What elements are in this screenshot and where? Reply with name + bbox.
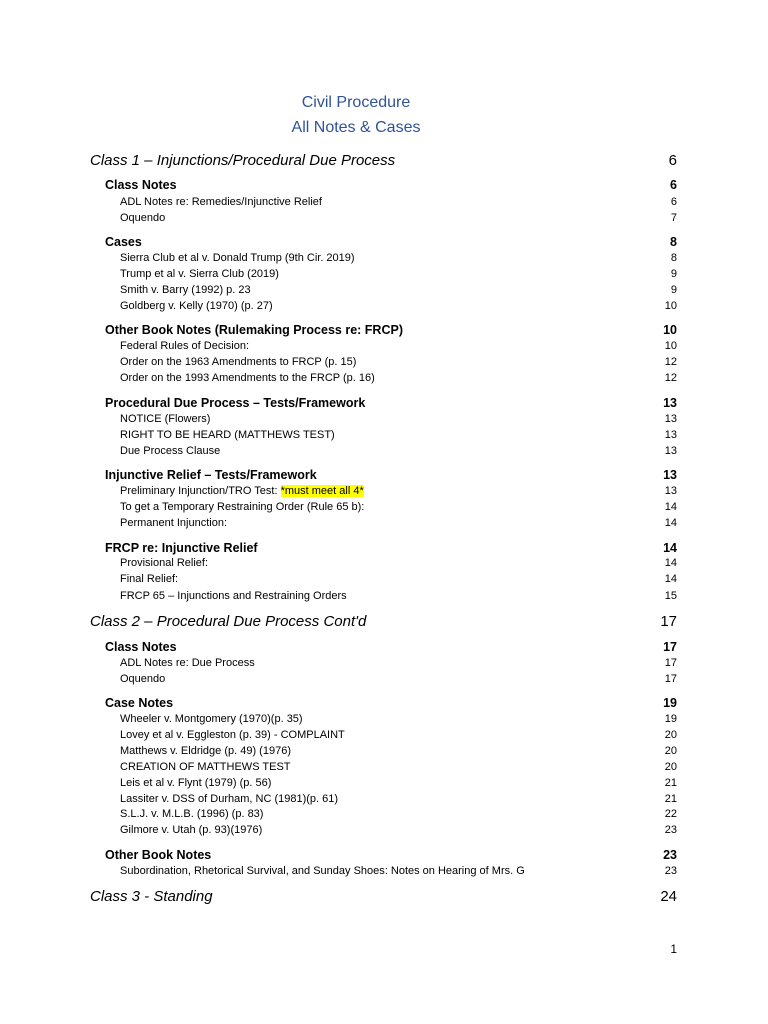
- toc-entry-class: [0, 888, 768, 908]
- toc-entry-label: Federal Rules of Decision:: [120, 340, 250, 352]
- toc-entry-page: 9: [670, 284, 677, 296]
- toc-entry-page: 14: [664, 557, 677, 569]
- toc-entry-label: Injunctive Relief – Tests/Framework: [105, 468, 317, 482]
- toc-entry-label: Class Notes: [105, 178, 177, 192]
- toc-entry-label: Sierra Club et al v. Donald Trump (9th Cir. 2019): [120, 252, 355, 264]
- toc-entry-label: RIGHT TO BE HEARD (MATTHEWS TEST): [120, 429, 335, 441]
- toc-entry-label: ADL Notes re: Due Process: [120, 657, 255, 669]
- toc-entry-page: 10: [664, 340, 677, 352]
- toc-entry-page: 12: [664, 356, 677, 368]
- toc-entry-class: [0, 613, 768, 633]
- toc-entry-label: Case Notes: [105, 696, 174, 710]
- toc-entry-page: 6: [670, 178, 677, 192]
- toc-entry-page: 23: [663, 848, 677, 862]
- toc-entry-label: Order on the 1963 Amendments to FRCP (p. 15): [120, 356, 357, 368]
- toc-entry-label: Class 2 – Procedural Due Process Cont'd: [90, 613, 367, 630]
- toc-entry-page: 17: [660, 613, 677, 630]
- toc-entry-label: To get a Temporary Restraining Order (Rule 65 b):: [120, 501, 365, 513]
- toc-entry-page: 7: [670, 212, 677, 224]
- toc-entry-label: Lassiter v. DSS of Durham, NC (1981)(p. 61): [120, 793, 339, 805]
- toc-entry-page: 13: [664, 429, 677, 441]
- toc-entry-label: Class 1 – Injunctions/Procedural Due Process: [90, 152, 396, 169]
- toc-entry-page: 13: [664, 413, 677, 425]
- toc-entry-item: [0, 445, 768, 465]
- toc-entry-label: Other Book Notes (Rulemaking Process re: FRCP): [105, 323, 403, 337]
- toc-entry-label: Matthews v. Eldridge (p. 49) (1976): [120, 745, 291, 757]
- toc-entry-label: Order on the 1993 Amendments to the FRCP (p. 16): [120, 372, 375, 384]
- toc-entry-label: CREATION OF MATTHEWS TEST: [120, 761, 291, 773]
- toc-entry-label: NOTICE (Flowers): [120, 413, 211, 425]
- toc-entry-page: 20: [664, 729, 677, 741]
- toc-entry-class: [0, 152, 768, 172]
- toc-entry-label: Trump et al v. Sierra Club (2019): [120, 268, 279, 280]
- toc-entry-page: 9: [670, 268, 677, 280]
- toc-entry-label: Leis et al v. Flynt (1979) (p. 56): [120, 777, 272, 789]
- toc-entry-page: 20: [664, 761, 677, 773]
- toc-entry-label: S.L.J. v. M.L.B. (1996) (p. 83): [120, 808, 264, 820]
- toc-entry-page: 21: [664, 777, 677, 789]
- toc-entry-page: 17: [664, 657, 677, 669]
- toc-entry-page: 10: [664, 300, 677, 312]
- toc-entry-section: [0, 178, 768, 198]
- toc-entry-page: 22: [664, 808, 677, 820]
- toc-entry-page: 8: [670, 235, 677, 249]
- toc-entry-label: Permanent Injunction:: [120, 517, 228, 529]
- toc-entry-label: Final Relief:: [120, 573, 179, 585]
- toc-entry-page: 13: [664, 485, 677, 497]
- toc-entry-label: Due Process Clause: [120, 445, 221, 457]
- toc-entry-page: 23: [664, 824, 677, 836]
- toc-entry-page: 15: [664, 590, 677, 602]
- toc-entry-item: [0, 212, 768, 232]
- toc-entry-page: 12: [664, 372, 677, 384]
- toc-entry-label: Oquendo: [120, 212, 166, 224]
- toc-entry-page: 19: [663, 696, 677, 710]
- toc-entry-label: Lovey et al v. Eggleston (p. 39) - COMPLAINT: [120, 729, 345, 741]
- toc-entry-label: FRCP 65 – Injunctions and Restraining Orders: [120, 590, 347, 602]
- toc-entry-page: 14: [664, 573, 677, 585]
- toc-entry-item: [0, 517, 768, 537]
- toc-entry-label: Goldberg v. Kelly (1970) (p. 27): [120, 300, 273, 312]
- toc-entry-page: 19: [664, 713, 677, 725]
- toc-entry-label: Gilmore v. Utah (p. 93)(1976): [120, 824, 263, 836]
- document-title: Civil Procedure: [301, 94, 411, 111]
- toc-entry-label: [120, 485, 364, 497]
- toc-entry-label: Provisional Relief:: [120, 557, 209, 569]
- toc-entry-label: Oquendo: [120, 673, 166, 685]
- toc-entry-label: FRCP re: Injunctive Relief: [105, 541, 258, 555]
- toc-entry-page: 24: [660, 888, 677, 905]
- toc-entry-page: 14: [664, 501, 677, 513]
- toc-entry-label: Procedural Due Process – Tests/Framework: [105, 396, 366, 410]
- toc-entry-page: 13: [663, 468, 677, 482]
- toc-entry-page: 6: [670, 196, 677, 208]
- toc-entry-page: 6: [668, 152, 677, 169]
- toc-entry-label: Class Notes: [105, 640, 177, 654]
- toc-entry-page: 13: [664, 445, 677, 457]
- toc-entry-label: Subordination, Rhetorical Survival, and Sunday Shoes: Notes on Hearing of Mrs. G: [120, 865, 525, 877]
- toc-entry-label: Other Book Notes: [105, 848, 212, 862]
- toc-entry-label: Wheeler v. Montgomery (1970)(p. 35): [120, 713, 303, 725]
- toc-entry-page: 13: [663, 396, 677, 410]
- toc-entry-page: 14: [664, 517, 677, 529]
- toc-entry-label: Class 3 - Standing: [90, 888, 213, 905]
- toc-entry-label-text: Preliminary Injunction/TRO Test:: [120, 485, 281, 497]
- toc-entry-item: [0, 300, 768, 320]
- toc-entry-item: [0, 372, 768, 392]
- toc-entry-page: 17: [664, 673, 677, 685]
- toc-entry-page: 21: [664, 793, 677, 805]
- toc-entry-page: 23: [664, 865, 677, 877]
- page-number: 1: [670, 942, 677, 956]
- toc-entry-page: 10: [663, 323, 677, 337]
- toc-entry-item: [0, 865, 768, 885]
- toc-entry-page: 14: [663, 541, 677, 555]
- toc-entry-page: 20: [664, 745, 677, 757]
- toc-entry-page: 8: [670, 252, 677, 264]
- toc-entry-item: [0, 590, 768, 610]
- document-subtitle: All Notes & Cases: [291, 119, 421, 136]
- toc-entry-label: ADL Notes re: Remedies/Injunctive Relief: [120, 196, 322, 208]
- toc-entry-item: [0, 824, 768, 844]
- highlighted-note: *must meet all 4*: [280, 485, 364, 497]
- toc-entry-item: [0, 673, 768, 693]
- toc-entry-label: Cases: [105, 235, 142, 249]
- toc-entry-label: Smith v. Barry (1992) p. 23: [120, 284, 251, 296]
- toc-entry-page: 17: [663, 640, 677, 654]
